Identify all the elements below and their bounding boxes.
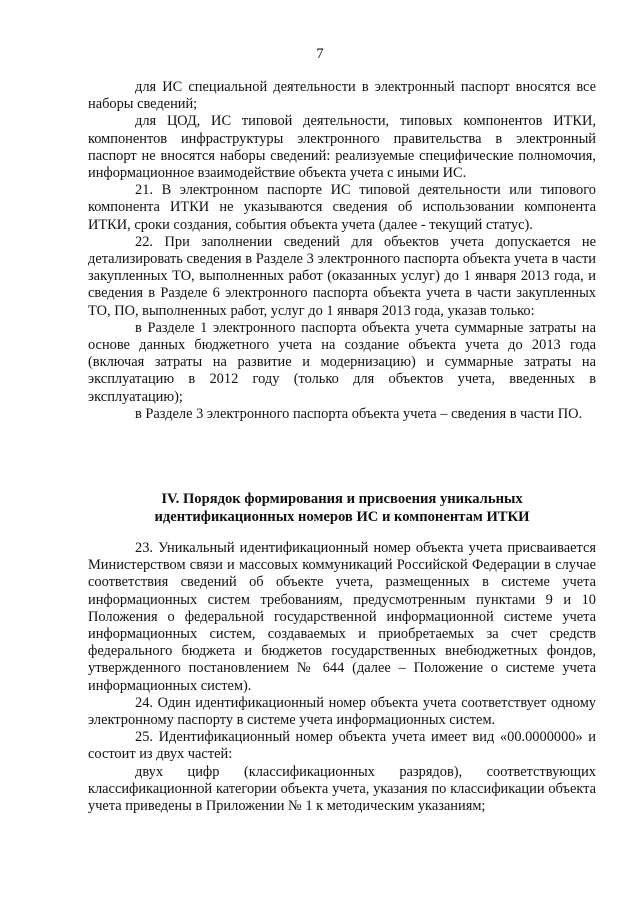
section-heading-line-2: идентификационных номеров ИС и компонентам ИТКИ [154, 509, 530, 525]
section-heading [88, 490, 596, 526]
paragraph-item-24: 24. Один идентификационный номер объекта учета соответствует одному электронному паспорту в системе учета информационных систем. [88, 694, 596, 729]
paragraph: в Разделе 1 электронного паспорта объекта учета суммарные затраты на основе данных бюджетного учета на создание объекта учета до 2013 года (включая затраты на развитие и модернизацию) и суммарные затраты на эксплуатацию в 2012 году (только для объектов учета, введенных в эксплуатацию); [88, 319, 596, 405]
paragraph: двух цифр (классификационных разрядов), соответствующих классификационной категории объекта учета, указания по классификации объекта учета приведены в Приложении № 1 к методическим указаниям; [88, 763, 596, 815]
top-text-block [88, 79, 596, 423]
section-heading-line-1: IV. Порядок формирования и присвоения уникальных [161, 491, 523, 507]
page-number: 7 [316, 46, 324, 62]
paragraph: для ИС специальной деятельности в электронный паспорт вносятся все наборы сведений; [88, 79, 596, 113]
paragraph-item-25: 25. Идентификационный номер объекта учета имеет вид «00.0000000» и состоит из двух частей: [88, 729, 596, 763]
paragraph: в Разделе 3 электронного паспорта объекта учета – сведения в части ПО. [135, 405, 583, 422]
paragraph: для ЦОД, ИС типовой деятельности, типовых компонентов ИТКИ, компонентов инфраструктуры электронного правительства в электронный паспорт не вносятся наборы сведений: реализуемые специфические полномочия, информационное взаимодействие объекта учета с иными ИС. [88, 113, 596, 182]
paragraph-item-21: 21. В электронном паспорте ИС типовой деятельности или типового компонента ИТКИ не указываются сведения об использовании компонента ИТКИ, сроки создания, события объекта учета (далее - текущий статус). [88, 182, 596, 233]
paragraph-item-22: 22. При заполнении сведений для объектов учета допускается не детализировать сведения в Разделе 3 электронного паспорта объекта учета в части закупленных ТО, выполненных работ (оказанных услуг) до 1 января 2013 года, и сведения в Разделе 6 электронного паспорта объекта учета в части закупленных ТО, ПО, выполненных работ, услуг до 1 января 2013 года, указав только: [88, 233, 596, 319]
bottom-text-block [88, 540, 596, 815]
paragraph-item-23: 23. Уникальный идентификационный номер объекта учета присваивается Министерством связи и массовых коммуникаций Российской Федерации в случае соответствия сведений об объекте учета, размещенных в системе учета информационных систем требованиям, предусмотренным пунктами 9 и 10 Положения о федеральной государственной информационной системе учета информационных систем, создаваемых и приобретаемых за счет средств федерального бюджета и бюджетов государственных внебюджетных фондов, утвержденного постановлением № 644 (далее – Положение о системе учета информационных систем). [88, 540, 596, 694]
